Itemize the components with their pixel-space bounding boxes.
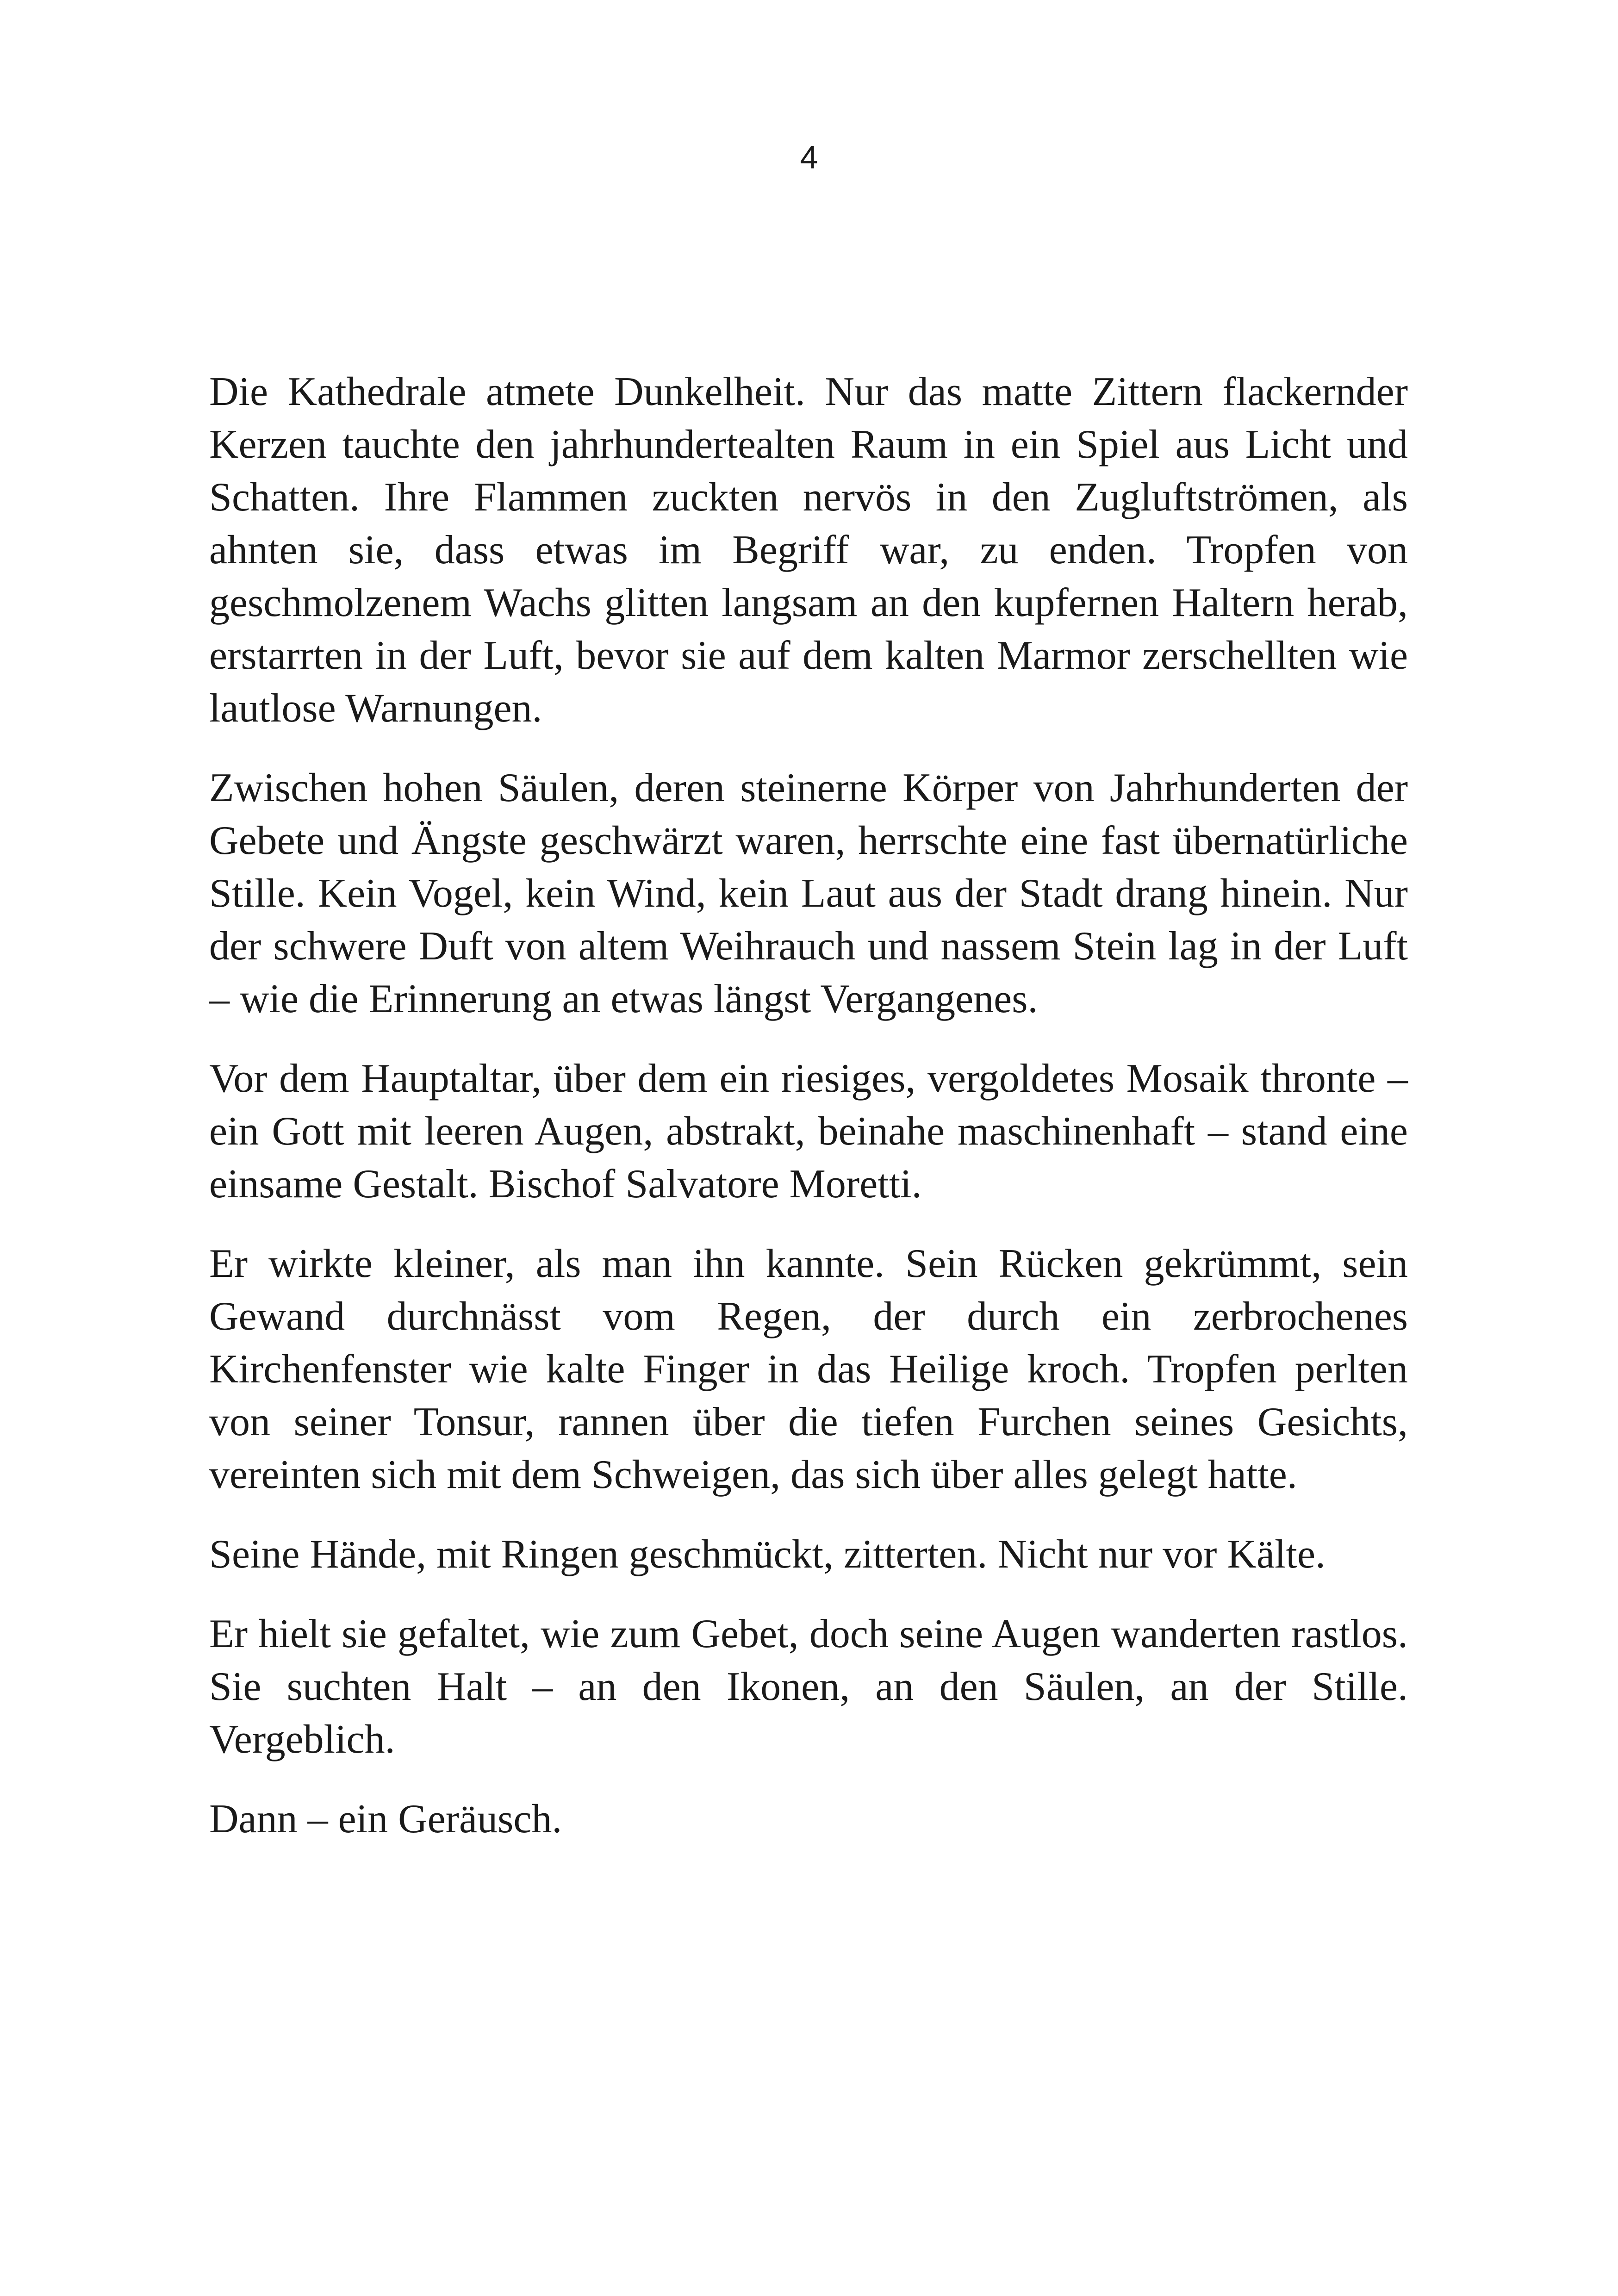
paragraph-2: Zwischen hohen Säulen, deren steinerne Körper von Jahrhunderten der Gebete und Ängste geschwärzt waren, herrschte eine fast übernatürliche Stille. Kein Vogel, kein Wind, kein Laut aus der Stadt drang hinein. Nur der schwere Duft von altem Weihrauch und nassem Stein lag in der Luft – wie die Erinnerung an etwas längst Vergangenes.: [209, 765, 1408, 1021]
paragraph-3: Vor dem Hauptaltar, über dem ein riesiges, vergoldetes Mosaik thronte – ein Gott mit leeren Augen, abstrakt, beinahe maschinenhaft – stand eine einsame Gestalt. Bischof Salvatore Moretti.: [209, 1056, 1408, 1207]
paragraph-6: Er hielt sie gefaltet, wie zum Gebet, doch seine Augen wanderten rastlos. Sie suchten Halt – an den Ikonen, an den Säulen, an der Stille. Vergeblich.: [209, 1612, 1408, 1762]
paragraph-7: Dann – ein Geräusch.: [209, 1797, 562, 1842]
paragraph-1: Die Kathedrale atmete Dunkelheit. Nur das matte Zittern flackernder Kerzen tauchte den jahrhundertealten Raum in ein Spiel aus Licht und Schatten. Ihre Flammen zuckten nervös in den Zugluftströmen, als ahnten sie, dass etwas im Begriff war, zu enden. Tropfen von geschmolzenem Wachs glitten langsam an den kupfernen Haltern herab, erstarrten in der Luft, bevor sie auf dem kalten Marmor zerschellten wie lautlose Warnungen.: [209, 369, 1408, 731]
body-text: [209, 366, 1408, 1873]
paragraph-4: Er wirkte kleiner, als man ihn kannte. Sein Rücken gekrümmt, sein Gewand durchnässt vom Regen, der durch ein zerbrochenes Kirchenfenster wie kalte Finger in das Heilige kroch. Tropfen perlten von seiner Tonsur, rannen über die tiefen Furchen seines Gesichts, vereinten sich mit dem Schweigen, das sich über alles gelegt hatte.: [209, 1241, 1408, 1497]
page-number: 4: [800, 139, 818, 175]
paragraph-5: Seine Hände, mit Ringen geschmückt, zitterten. Nicht nur vor Kälte.: [209, 1532, 1326, 1577]
